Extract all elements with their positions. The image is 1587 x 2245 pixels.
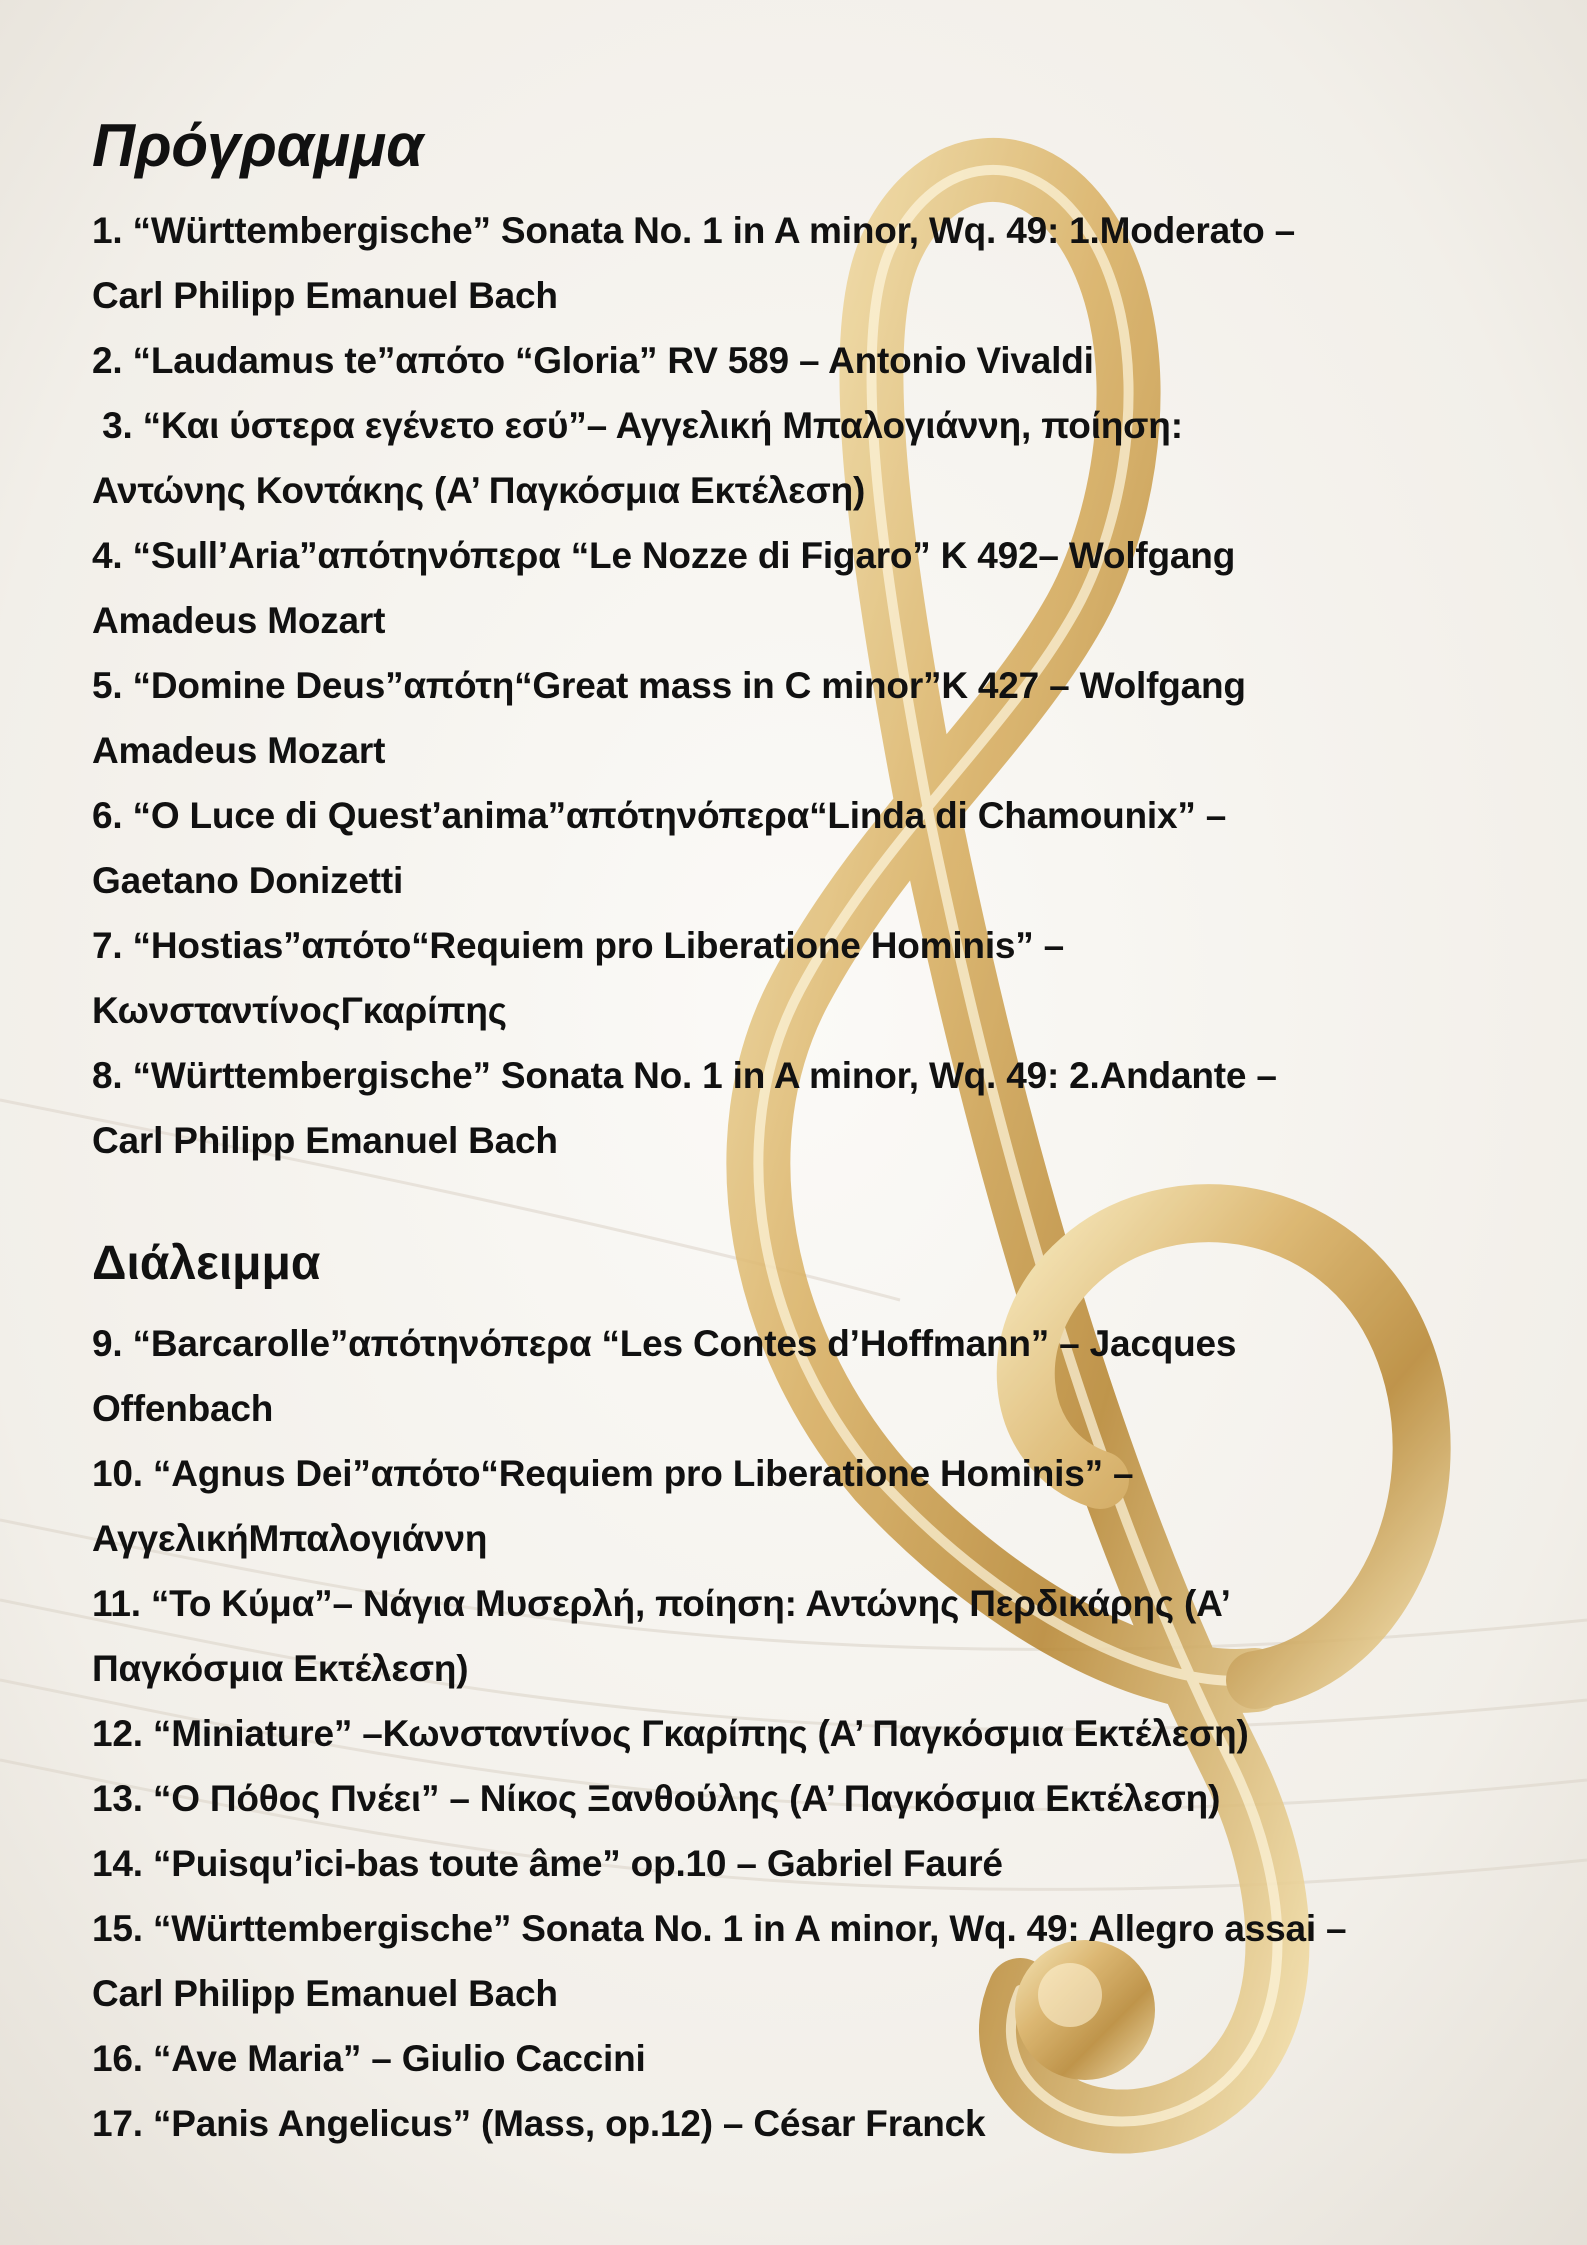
program-item-line: 6. “O Luce di Quest’anima”απότηνόπερα“Linda di Chamounix” –	[92, 795, 1227, 836]
program-item-line: 8. “Württembergische” Sonata No. 1 in A minor, Wq. 49: 2.Andante –	[92, 1055, 1277, 1096]
program-item-line: 3. “Και ύστερα εγένετο εσύ”– Αγγελική Μπαλογιάννη, ποίηση:	[92, 405, 1183, 446]
program-content	[92, 108, 1542, 2156]
program-item-line: Παγκόσμια Εκτέλεση)	[92, 1648, 469, 1689]
program-item-line: Amadeus Mozart	[92, 600, 386, 641]
program-item-line: Carl Philipp Emanuel Bach	[92, 275, 558, 316]
program-item-line: 15. “Württembergische” Sonata No. 1 in A minor, Wq. 49: Allegro assai –	[92, 1908, 1347, 1949]
program-item-line: 2. “Laudamus te”απότο “Gloria” RV 589 – Antonio Vivaldi	[92, 340, 1094, 381]
program-item-line: Gaetano Donizetti	[92, 860, 404, 901]
program-item-line: 11. “Το Κύμα”– Νάγια Μυσερλή, ποίηση: Αντώνης Περδικάρης (Α’	[92, 1583, 1231, 1624]
program-item-line: 1. “Württembergische” Sonata No. 1 in A minor, Wq. 49: 1.Moderato –	[92, 210, 1295, 251]
program-item-line: Carl Philipp Emanuel Bach	[92, 1973, 558, 2014]
program-item-line: 17. “Panis Angelicus” (Mass, op.12) – César Franck	[92, 2103, 986, 2144]
program-item-line: 4. “Sull’Aria”απότηνόπερα “Le Nozze di Figaro” K 492– Wolfgang	[92, 535, 1236, 576]
program-item-line: Carl Philipp Emanuel Bach	[92, 1120, 558, 1161]
program-item-line: ΚωνσταντίνοςΓκαρίπης	[92, 990, 507, 1031]
program-list-part2	[92, 1311, 1542, 2156]
program-item-line: 9. “Barcarolle”απότηνόπερα “Les Contes d’Hoffmann” – Jacques	[92, 1323, 1237, 1364]
program-item-line: 5. “Domine Deus”απότη“Great mass in C minor”K 427 – Wolfgang	[92, 665, 1246, 706]
program-item-line: 7. “Hostias”απότο“Requiem pro Liberatione Hominis” –	[92, 925, 1065, 966]
program-item-line: ΑγγελικήΜπαλογιάννη	[92, 1518, 488, 1559]
program-item-line: 12. “Miniature” –Κωνσταντίνος Γκαρίπης (Α’ Παγκόσμια Εκτέλεση)	[92, 1713, 1249, 1754]
program-list-part1	[92, 198, 1542, 1173]
interval-heading: Διάλειμμα	[92, 1237, 321, 1290]
program-heading: Πρόγραμμα	[92, 112, 424, 179]
program-item-line: 13. “Ο Πόθος Πνέει” – Νίκος Ξανθούλης (Α’ Παγκόσμια Εκτέλεση)	[92, 1778, 1221, 1819]
program-item-line: Αντώνης Κοντάκης (Α’ Παγκόσμια Εκτέλεση)	[92, 470, 866, 511]
program-item-line: 16. “Ave Maria” – Giulio Caccini	[92, 2038, 646, 2079]
program-item-line: Amadeus Mozart	[92, 730, 386, 771]
program-item-line: 10. “Agnus Dei”απότο“Requiem pro Liberatione Hominis” –	[92, 1453, 1134, 1494]
program-item-line: 14. “Puisqu’ici-bas toute âme” op.10 – Gabriel Fauré	[92, 1843, 1003, 1884]
program-item-line: Offenbach	[92, 1388, 274, 1429]
